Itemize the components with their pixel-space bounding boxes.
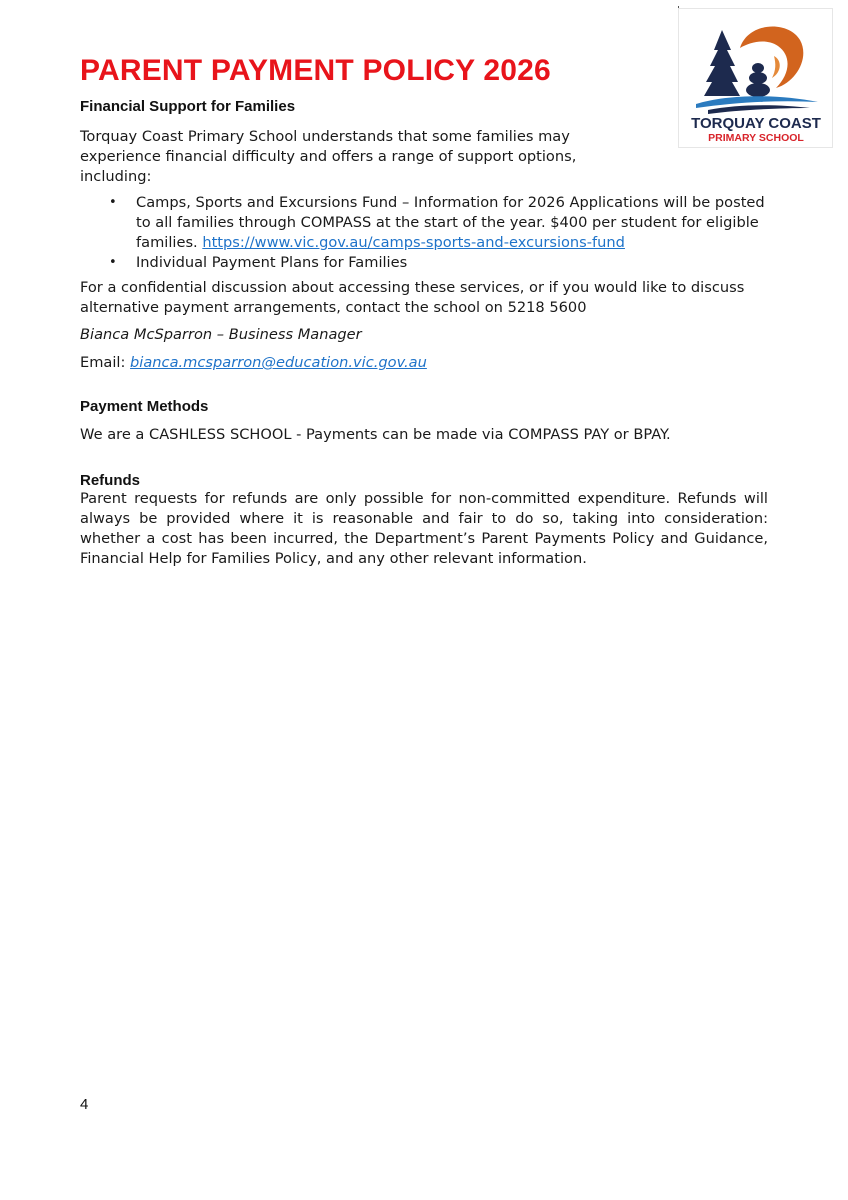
- camps-fund-link[interactable]: https://www.vic.gov.au/camps-sports-and-excursions-fund: [202, 234, 625, 251]
- page-number: 4: [80, 1096, 89, 1113]
- contact-name: Bianca McSparron – Business Manager: [80, 326, 362, 343]
- support-options-list: [80, 193, 770, 273]
- bullet-text: Camps, Sports and Excursions Fund – Information for 2026 Applications will be posted to all families through COMPASS at the start of the year. $400 per student for eligible families.: [136, 194, 765, 251]
- bullet-text: Individual Payment Plans for Families: [136, 254, 408, 271]
- refunds-text: Parent requests for refunds are only possible for non-committed expenditure. Refunds will always be provided where it is reasonable and fair to do so, taking into consideration: whether a cost has been incurred, the Department’s Parent Payments Policy and Guidance, Financial Help for Families Policy, and any other relevant information.: [80, 490, 768, 567]
- school-logo: [678, 8, 833, 148]
- logo-name-line1: TORQUAY COAST: [691, 115, 821, 132]
- list-item: [80, 253, 770, 273]
- email-label: Email:: [80, 354, 131, 371]
- email-link[interactable]: bianca.mcsparron@education.vic.gov.au: [130, 354, 427, 371]
- payment-methods-heading: Payment Methods: [80, 398, 209, 415]
- financial-support-heading: Financial Support for Families: [80, 98, 296, 115]
- refunds-heading: Refunds: [80, 472, 140, 489]
- financial-support-intro: Torquay Coast Primary School understands that some families may experience financial difficulty and offers a range of support options, including:: [80, 128, 577, 185]
- list-item: [80, 193, 770, 253]
- contact-paragraph: For a confidential discussion about accessing these services, or if you would like to discuss alternative payment arrangements, contact the school on 5218 5600: [80, 279, 745, 316]
- logo-name-line2: PRIMARY SCHOOL: [708, 132, 804, 144]
- payment-methods-text: We are a CASHLESS SCHOOL - Payments can be made via COMPASS PAY or BPAY.: [80, 426, 671, 443]
- email-line: [80, 353, 427, 373]
- page-title: PARENT PAYMENT POLICY 2026: [80, 54, 551, 87]
- bullet-icon: •: [109, 195, 117, 210]
- bullet-icon: •: [109, 255, 117, 270]
